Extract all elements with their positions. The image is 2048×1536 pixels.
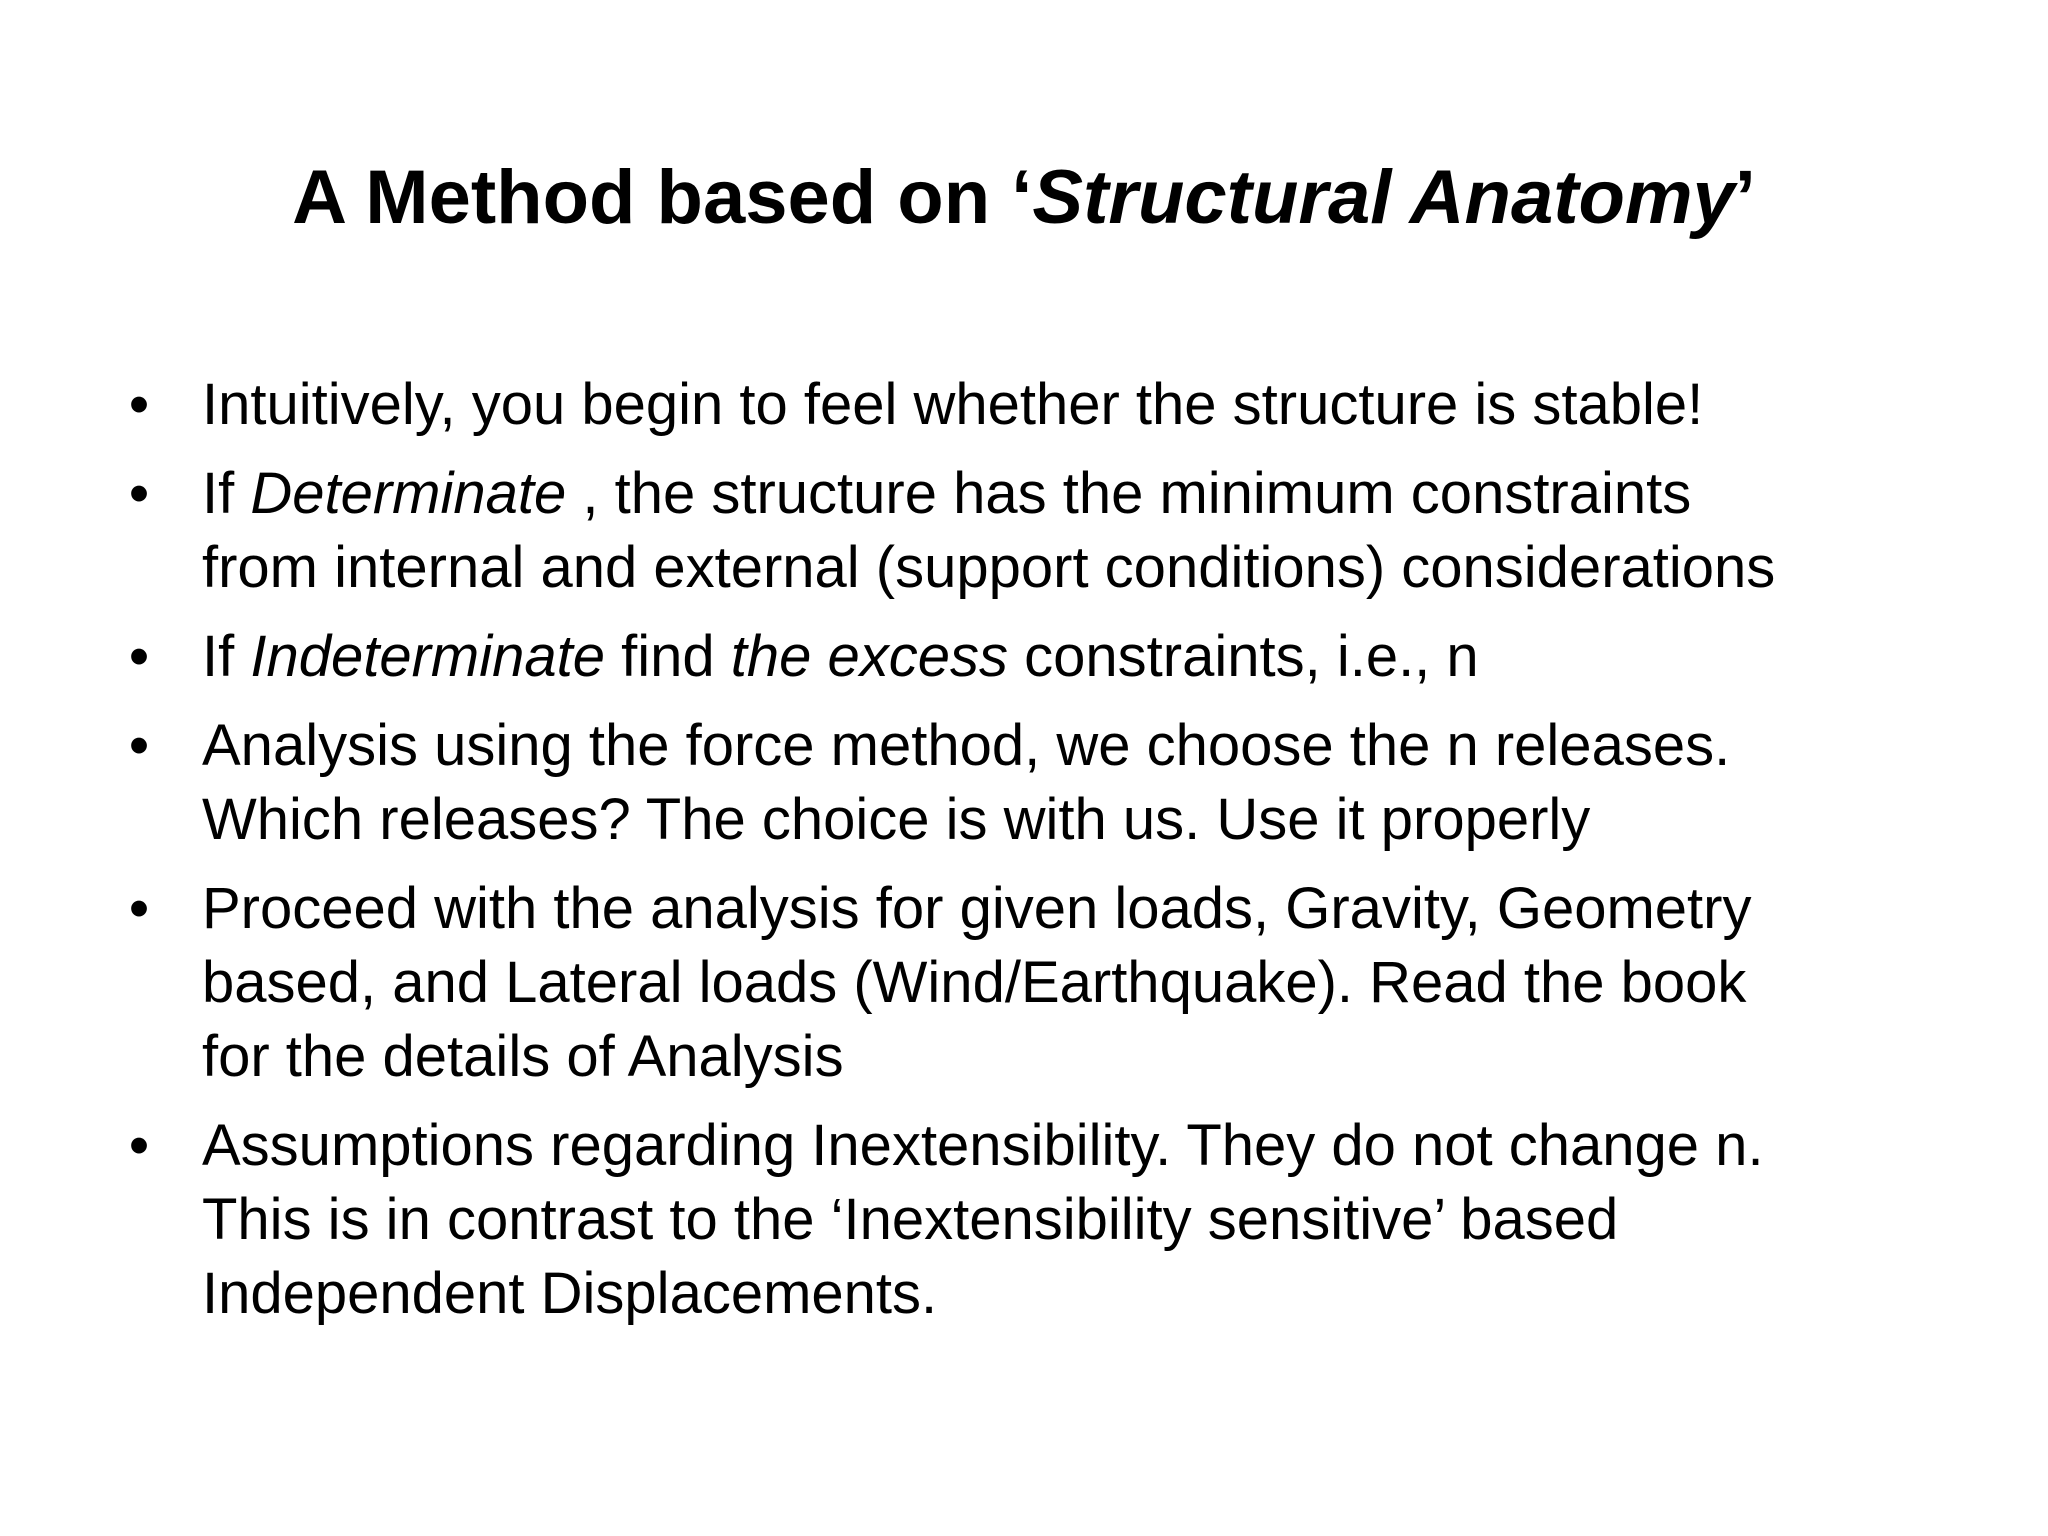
bullet-text: constraints, i.e., n bbox=[1008, 624, 1479, 689]
bullet-line: Intuitively, you begin to feel whether the structure is stable! bbox=[202, 372, 1704, 437]
bullet-line: from internal and external (support conditions) considerations bbox=[202, 535, 1776, 600]
bullet-text-italic: the excess bbox=[730, 624, 1009, 689]
bullet-item bbox=[120, 457, 1960, 605]
bullet-line: Assumptions regarding Inextensibility. They do not change n. bbox=[202, 1113, 1764, 1178]
bullet-line bbox=[202, 457, 1960, 531]
bullet-text-italic: Indeterminate bbox=[250, 624, 605, 689]
bullet-line: Analysis using the force method, we choose the n releases. bbox=[202, 713, 1731, 778]
bullet-line bbox=[202, 620, 1960, 694]
bullet-text: find bbox=[605, 624, 731, 689]
bullet-line: for the details of Analysis bbox=[202, 1024, 844, 1089]
slide-title bbox=[0, 150, 2048, 246]
bullet-text: , the structure has the minimum constraints bbox=[566, 461, 1692, 526]
title-italic: Structural Anatomy bbox=[1032, 155, 1735, 240]
bullet-text-italic: Determinate bbox=[250, 461, 567, 526]
bullet-text: If bbox=[202, 624, 251, 689]
bullet-line: Proceed with the analysis for given loads, Gravity, Geometry bbox=[202, 876, 1752, 941]
bullet-icon: • bbox=[128, 713, 150, 778]
bullet-line: Which releases? The choice is with us. Use it properly bbox=[202, 787, 1591, 852]
bullet-line: Independent Displacements. bbox=[202, 1261, 938, 1326]
bullet-icon: • bbox=[128, 372, 150, 437]
bullet-icon: • bbox=[128, 876, 150, 941]
bullet-text: If bbox=[202, 461, 251, 526]
title-suffix: ’ bbox=[1734, 155, 1756, 240]
title-prefix: A Method based on ‘ bbox=[292, 155, 1033, 240]
bullet-item bbox=[120, 1109, 1960, 1331]
bullet-item bbox=[120, 709, 1960, 857]
bullet-list bbox=[120, 368, 1960, 1346]
bullet-icon: • bbox=[128, 624, 150, 689]
bullet-line: This is in contrast to the ‘Inextensibility sensitive’ based bbox=[202, 1187, 1619, 1252]
bullet-item bbox=[120, 368, 1960, 442]
bullet-item bbox=[120, 620, 1960, 694]
bullet-icon: • bbox=[128, 461, 150, 526]
bullet-item bbox=[120, 872, 1960, 1094]
bullet-icon: • bbox=[128, 1113, 150, 1178]
bullet-line: based, and Lateral loads (Wind/Earthquake). Read the book bbox=[202, 950, 1747, 1015]
